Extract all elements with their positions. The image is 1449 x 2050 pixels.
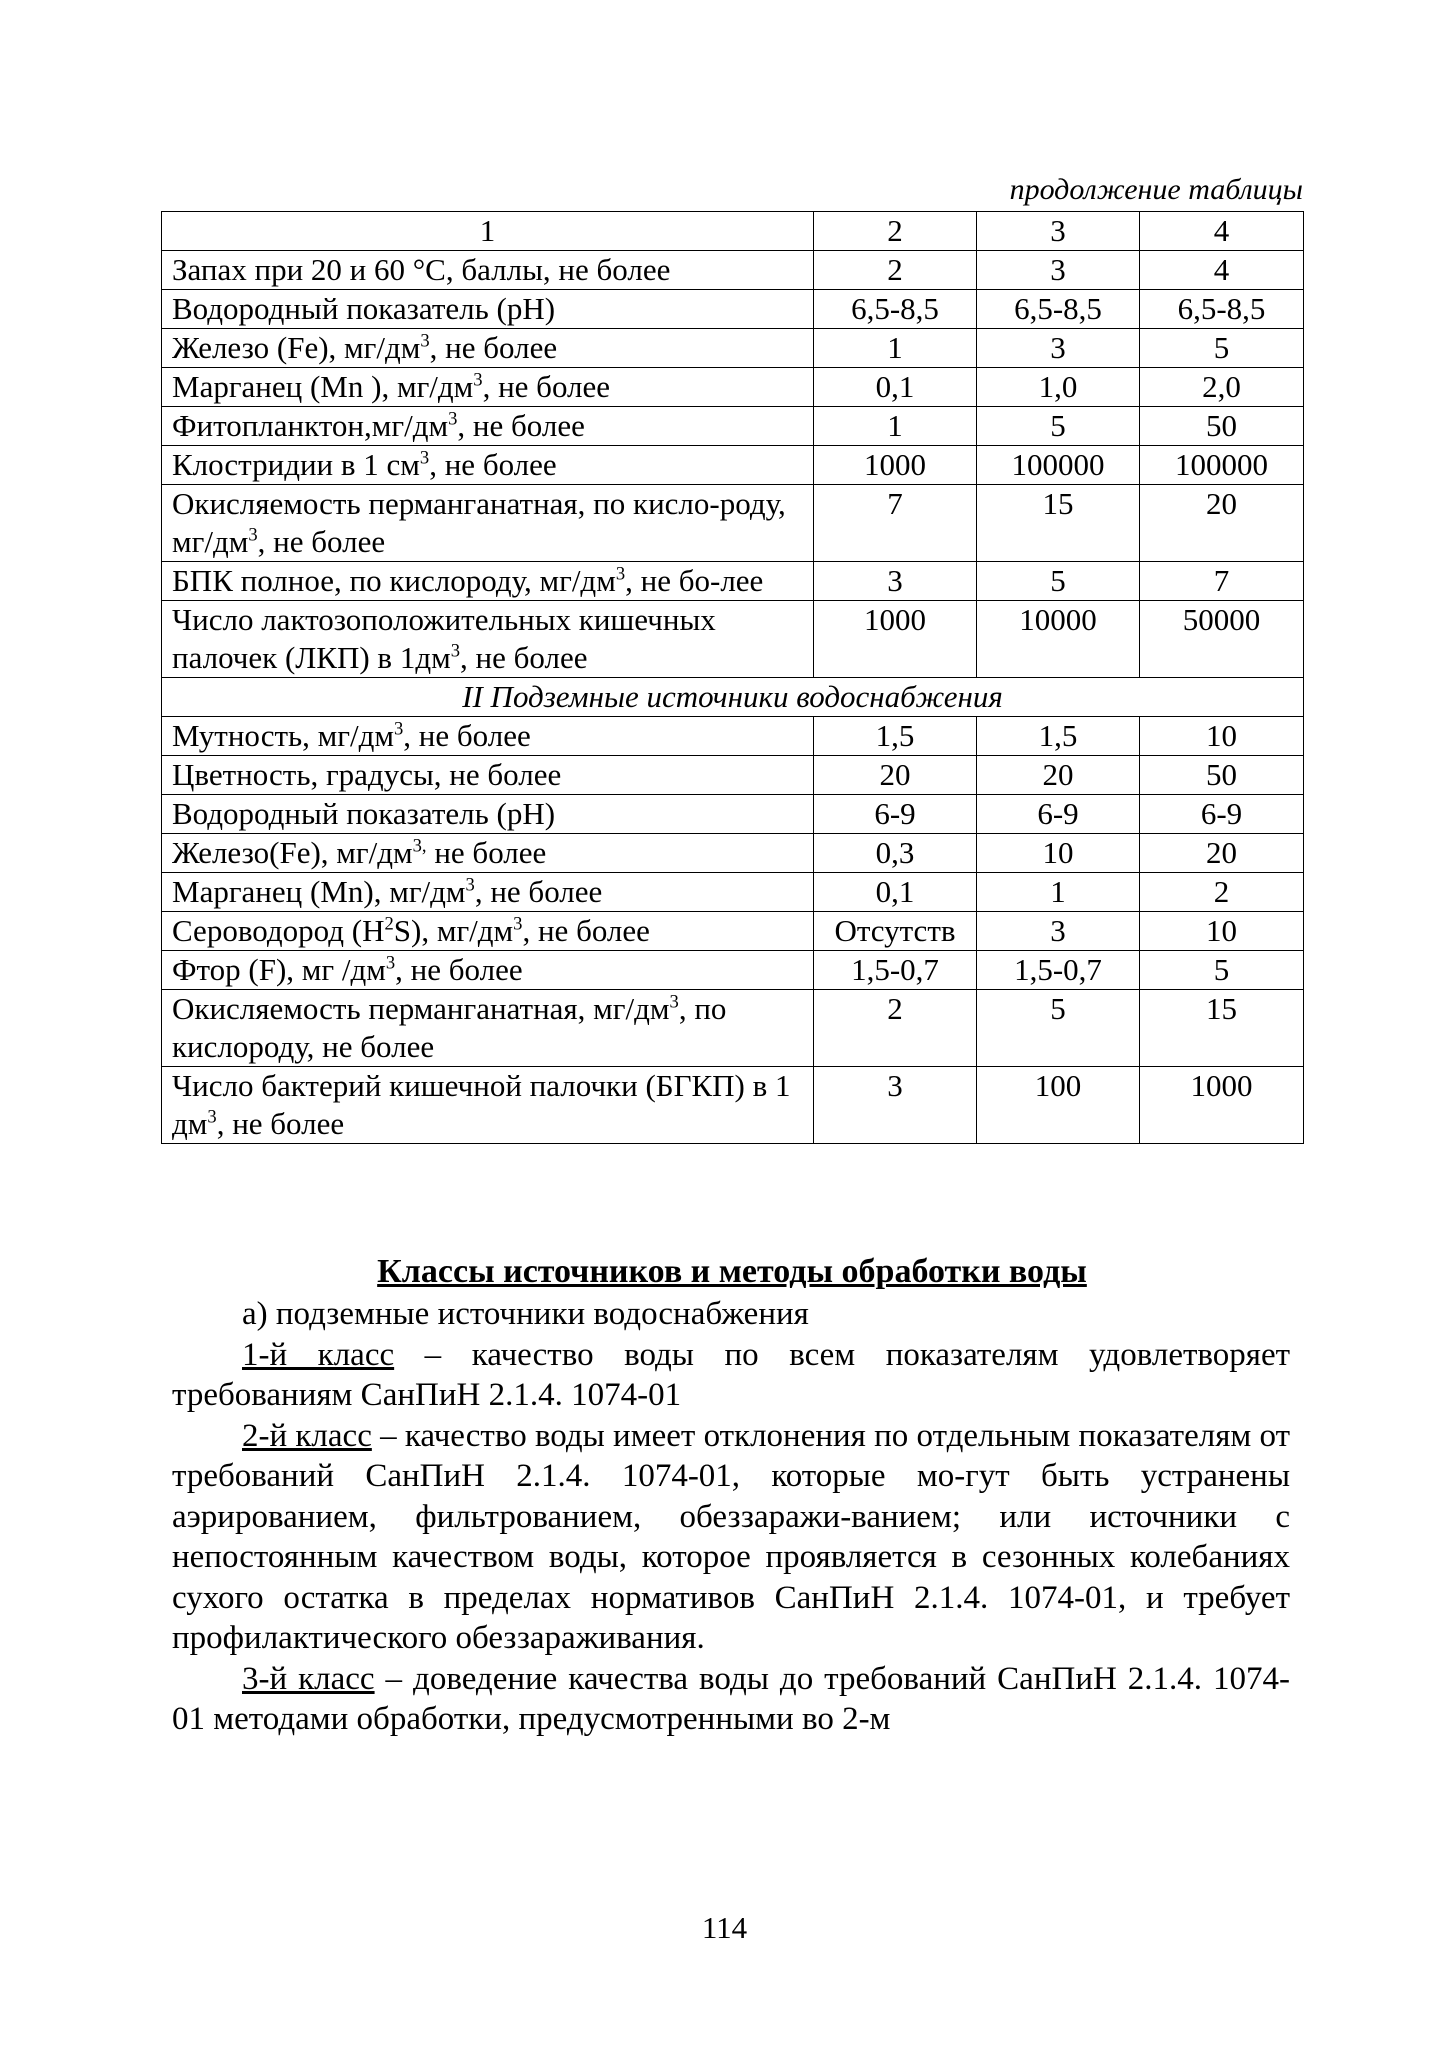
table-row: [162, 601, 1304, 678]
class-3-text: – доведение качества воды до требований СанПиН 2.1.4. 1074-01 методами обработки, предусмотренными во 2-м: [172, 1660, 1291, 1737]
value-cell: 15: [977, 485, 1140, 562]
parameter-cell: [162, 951, 814, 990]
parameter-cell: [162, 990, 814, 1067]
value-cell: 1000: [814, 601, 977, 678]
value-cell: 6,5-8,5: [814, 290, 977, 329]
water-quality-table: [161, 211, 1304, 1144]
table-row: [162, 1067, 1304, 1144]
parameter-text: , не более: [429, 330, 558, 365]
value-cell: 20: [1140, 485, 1304, 562]
table-row: [162, 290, 1304, 329]
value-cell: 6-9: [814, 795, 977, 834]
superscript: 3: [669, 991, 679, 1013]
column-number: 3: [977, 212, 1140, 251]
table-row: [162, 795, 1304, 834]
parameter-text: Цветность, градусы, не более: [172, 757, 562, 792]
value-cell: 15: [1140, 990, 1304, 1067]
superscript: 3: [419, 447, 430, 469]
parameter-text: Сероводород (H: [172, 913, 385, 948]
parameter-text: Железо (Fe), мг/дм: [172, 330, 421, 365]
value-cell: 2: [814, 990, 977, 1067]
parameter-text: , не более: [482, 369, 611, 404]
parameter-text: Железо(Fe), мг/дм: [172, 835, 413, 870]
class-3-paragraph: [172, 1659, 1290, 1740]
value-cell: 10: [1140, 717, 1304, 756]
class-2-paragraph: [172, 1416, 1290, 1659]
table-row: [162, 329, 1304, 368]
parameter-cell: [162, 251, 814, 290]
superscript: 3,: [412, 835, 427, 857]
parameter-cell: [162, 562, 814, 601]
value-cell: 100000: [977, 446, 1140, 485]
table-row: [162, 990, 1304, 1067]
class-3-label: 3-й класс: [242, 1660, 375, 1697]
parameter-text: , не более: [403, 718, 531, 753]
parameter-cell: [162, 717, 814, 756]
superscript: 3: [385, 952, 396, 974]
superscript: 3: [420, 330, 430, 352]
parameter-text: Запах при 20 и 60 °С, баллы, не более: [172, 252, 671, 287]
value-cell: 5: [1140, 329, 1304, 368]
superscript: 3: [513, 913, 523, 935]
parameter-cell: [162, 912, 814, 951]
parameter-text: не более: [426, 835, 547, 870]
value-cell: 1,0: [977, 368, 1140, 407]
superscript: 3: [448, 408, 458, 430]
parameter-text: , по кислороду, не более: [172, 991, 727, 1064]
parameter-text: , не более: [216, 1106, 345, 1141]
superscript: 3: [615, 563, 626, 585]
parameter-cell: [162, 290, 814, 329]
value-cell: 3: [814, 562, 977, 601]
parameter-text: , не более: [457, 408, 585, 443]
parameter-cell: [162, 1067, 814, 1144]
table-row: [162, 756, 1304, 795]
parameter-text: , не более: [460, 640, 588, 675]
parameter-text: Водородный показатель (рН): [172, 291, 556, 326]
superscript: 3: [207, 1106, 217, 1128]
parameter-cell: [162, 873, 814, 912]
value-cell: 5: [977, 562, 1140, 601]
parameter-cell: [162, 834, 814, 873]
parameter-text: , не более: [257, 524, 386, 559]
superscript: 2: [384, 913, 394, 935]
class-2-text: – качество воды имеет отклонения по отдельным показателям от требований СанПиН 2.1.4. 1074-01, которые мо-гут быть устранены аэрированием, фильтрованием, обеззаражи-ванием; или источники с непостоянным качеством воды, которое проявляется в сезонных колебаниях сухого остатка в пределах нормативов СанПиН 2.1.4. 1074-01, и требует профилактического обеззараживания.: [172, 1417, 1290, 1656]
parameter-text: Клостридии в 1 см: [172, 447, 420, 482]
parameter-cell: [162, 485, 814, 562]
value-cell: 2,0: [1140, 368, 1304, 407]
page-number: 114: [701, 1910, 748, 1945]
value-cell: 2: [814, 251, 977, 290]
value-cell: 1: [814, 407, 977, 446]
class-1-text: – качество воды по всем показателям удовлетворяет требованиям СанПиН 2.1.4. 1074-01: [172, 1336, 1291, 1413]
table-row: [162, 717, 1304, 756]
parameter-text: Окисляемость перманганатная, по кисло-роду, мг/дм: [172, 486, 786, 559]
parameter-cell: [162, 329, 814, 368]
value-cell: 6-9: [1140, 795, 1304, 834]
column-number: 1: [162, 212, 814, 251]
parameter-text: Фитопланктон,мг/дм: [172, 408, 449, 443]
section-row: [162, 678, 1304, 717]
value-cell: 3: [977, 251, 1140, 290]
value-cell: 50000: [1140, 601, 1304, 678]
parameter-text: , не более: [429, 447, 557, 482]
value-cell: 5: [977, 407, 1140, 446]
value-cell: 7: [814, 485, 977, 562]
value-cell: 6,5-8,5: [1140, 290, 1304, 329]
parameter-text: Окисляемость перманганатная, мг/дм: [172, 991, 670, 1026]
value-cell: 1,5-0,7: [977, 951, 1140, 990]
parameter-text: Марганец (Mn ), мг/дм: [172, 369, 474, 404]
parameter-text: Фтор (F), мг /дм: [172, 952, 386, 987]
table-row: [162, 368, 1304, 407]
value-cell: 1000: [1140, 1067, 1304, 1144]
value-cell: 1,5: [814, 717, 977, 756]
value-cell: 50: [1140, 407, 1304, 446]
parameter-cell: [162, 795, 814, 834]
value-cell: 5: [977, 990, 1140, 1067]
table-row: [162, 251, 1304, 290]
parameter-cell: [162, 407, 814, 446]
table-row: [162, 912, 1304, 951]
parameter-cell: [162, 446, 814, 485]
column-number: 4: [1140, 212, 1304, 251]
body-text: [172, 1294, 1290, 1740]
section-heading: Классы источников и методы обработки воды: [377, 1253, 1087, 1290]
table-row: [162, 562, 1304, 601]
table-row: [162, 873, 1304, 912]
parameter-text: S), мг/дм: [393, 913, 514, 948]
parameter-cell: [162, 368, 814, 407]
value-cell: 3: [977, 912, 1140, 951]
class-1-label: 1-й класс: [242, 1336, 395, 1373]
parameter-cell: [162, 601, 814, 678]
intro-line: а) подземные источники водоснабжения: [242, 1296, 809, 1332]
parameter-text: , не более: [474, 874, 603, 909]
parameter-text: Водородный показатель (рН): [172, 796, 556, 831]
table-row: [162, 446, 1304, 485]
superscript: 3: [248, 524, 258, 546]
parameter-text: , не более: [522, 913, 650, 948]
value-cell: 6-9: [977, 795, 1140, 834]
value-cell: 2: [1140, 873, 1304, 912]
table-row: [162, 407, 1304, 446]
value-cell: 50: [1140, 756, 1304, 795]
parameter-text: , не бо-лее: [625, 563, 764, 598]
parameter-text: , не более: [395, 952, 523, 987]
value-cell: 3: [814, 1067, 977, 1144]
superscript: 3: [473, 369, 483, 391]
table-row: [162, 951, 1304, 990]
table-header-row: [162, 212, 1304, 251]
value-cell: 20: [814, 756, 977, 795]
parameter-text: БПК полное, по кислороду, мг/дм: [172, 563, 616, 598]
value-cell: 1: [977, 873, 1140, 912]
superscript: 3: [465, 874, 475, 896]
value-cell: 100: [977, 1067, 1140, 1144]
value-cell: 0,1: [814, 368, 977, 407]
value-cell: 20: [1140, 834, 1304, 873]
value-cell: 100000: [1140, 446, 1304, 485]
value-cell: 0,1: [814, 873, 977, 912]
value-cell: 5: [1140, 951, 1304, 990]
superscript: 3: [393, 718, 404, 740]
table-row: [162, 834, 1304, 873]
value-cell: 20: [977, 756, 1140, 795]
column-number: 2: [814, 212, 977, 251]
parameter-cell: [162, 756, 814, 795]
value-cell: 0,3: [814, 834, 977, 873]
superscript: 3: [450, 640, 461, 662]
value-cell: 3: [977, 329, 1140, 368]
value-cell: 10: [1140, 912, 1304, 951]
section-title: II Подземные источники водоснабжения: [162, 678, 1304, 717]
continuation-note: продолжение таблицы: [1009, 173, 1303, 206]
parameter-text: Марганец (Mn), мг/дм: [172, 874, 466, 909]
value-cell: 10000: [977, 601, 1140, 678]
value-cell: 10: [977, 834, 1140, 873]
value-cell: 6,5-8,5: [977, 290, 1140, 329]
value-cell: 4: [1140, 251, 1304, 290]
value-cell: Отсутств: [814, 912, 977, 951]
class-2-label: 2-й класс: [242, 1417, 372, 1454]
value-cell: 1: [814, 329, 977, 368]
value-cell: 1,5: [977, 717, 1140, 756]
value-cell: 7: [1140, 562, 1304, 601]
table-row: [162, 485, 1304, 562]
class-1-paragraph: [172, 1335, 1290, 1416]
parameter-text: Число бактерий кишечной палочки (БГКП) в 1 дм: [172, 1068, 791, 1141]
value-cell: 1,5-0,7: [814, 951, 977, 990]
parameter-text: Число лактозоположительных кишечных палочек (ЛКП) в 1дм: [172, 602, 716, 675]
value-cell: 1000: [814, 446, 977, 485]
parameter-text: Мутность, мг/дм: [172, 718, 394, 753]
